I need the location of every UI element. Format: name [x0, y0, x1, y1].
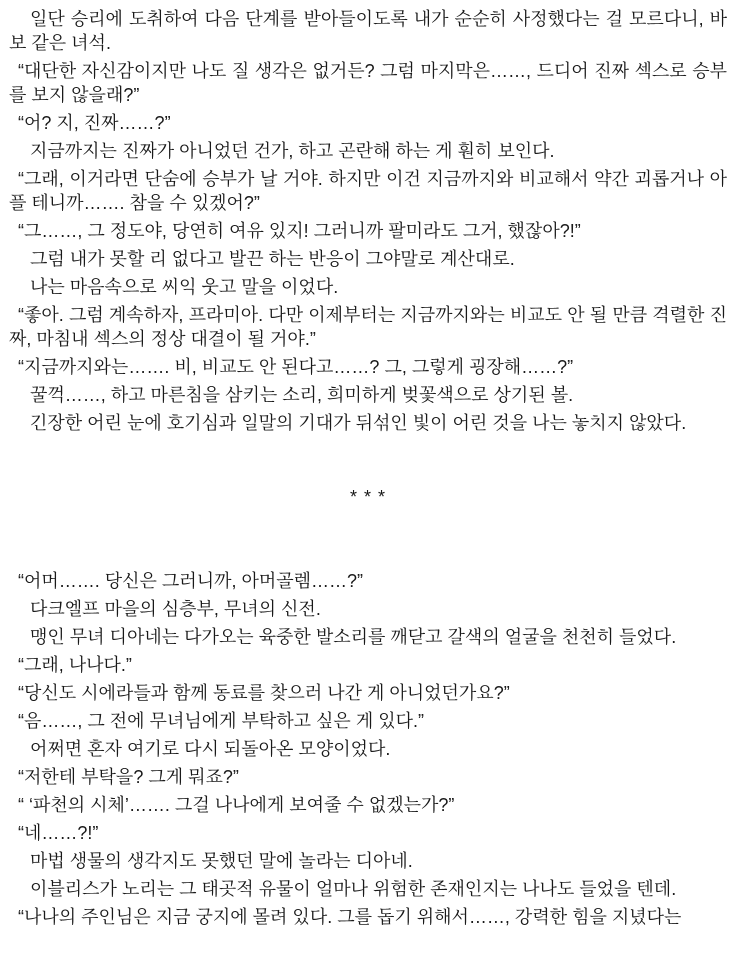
paragraph: “지금까지와는……. 비, 비교도 안 된다고……? 그, 그렇게 굉장해……?”	[18, 357, 574, 377]
paragraph: 지금까지는 진짜가 아니었던 건가, 하고 곤란해 하는 게 훤히 보인다.	[30, 141, 555, 161]
paragraph: “그래, 나나다.”	[18, 655, 132, 675]
paragraph: “그래, 이거라면 단숨에 승부가 날 거야. 하지만 이건 지금까지와 비교해서 약간 괴롭거나 아플 테니까……. 참을 수 있겠어?”	[9, 169, 727, 213]
paragraph: “나나의 주인님은 지금 궁지에 몰려 있다. 그를 돕기 위해서……, 강력한 힘을 지녔다는	[18, 907, 682, 927]
paragraph: 이블리스가 노리는 그 태곳적 유물이 얼마나 위험한 존재인지는 나나도 들었을 텐데.	[30, 879, 677, 899]
paragraph: 다크엘프 마을의 심층부, 무녀의 신전.	[30, 599, 321, 619]
paragraph: “대단한 자신감이지만 나도 질 생각은 없거든? 그럼 마지막은……, 드디어 진짜 섹스로 승부를 보지 않을래?”	[9, 61, 727, 105]
paragraph: “어? 지, 진짜……?”	[18, 113, 171, 133]
paragraph: 마법 생물의 생각지도 못했던 말에 놀라는 디아네.	[30, 851, 413, 871]
paragraph: 어쩌면 혼자 여기로 다시 되돌아온 모양이었다.	[30, 739, 391, 759]
paragraph: 그럼 내가 못할 리 없다고 발끈 하는 반응이 그야말로 계산대로.	[30, 249, 515, 269]
paragraph: “당신도 시에라들과 함께 동료를 찾으러 나간 게 아니었던가요?”	[18, 683, 510, 703]
paragraph: 맹인 무녀 디아네는 다가오는 육중한 발소리를 깨닫고 갈색의 얼굴을 천천히 들었다.	[30, 627, 677, 647]
paragraph: 꿀꺽……, 하고 마른침을 삼키는 소리, 희미하게 벚꽃색으로 상기된 볼.	[30, 385, 574, 405]
paragraph: “어머……. 당신은 그러니까, 아머골렘……?”	[18, 571, 364, 591]
paragraph: “좋아. 그럼 계속하자, 프라미아. 다만 이제부터는 지금까지와는 비교도 안 될 만큼 격렬한 진짜, 마침내 섹스의 정상 대결이 될 거야.”	[9, 305, 727, 349]
paragraph: 나는 마음속으로 씨익 웃고 말을 이었다.	[30, 277, 339, 297]
paragraph: “네……?!”	[18, 823, 99, 843]
paragraph: “그……, 그 정도야, 당연히 여유 있지! 그러니까 팔미라도 그거, 했잖아?!”	[18, 221, 581, 241]
paragraph: 일단 승리에 도취하여 다음 단계를 받아들이도록 내가 순순히 사정했다는 걸 모르다니, 바보 같은 녀석.	[9, 9, 727, 53]
paragraph: “ ‘파천의 시체’……. 그걸 나나에게 보여줄 수 없겠는가?”	[18, 795, 455, 815]
scene-separator: * * *	[349, 487, 387, 507]
paragraph: “저한테 부탁을? 그게 뭐죠?”	[18, 767, 239, 787]
text-body	[9, 7, 727, 929]
paragraph: “음……, 그 전에 무녀님에게 부탁하고 싶은 게 있다.”	[18, 711, 424, 731]
paragraph: 긴장한 어린 눈에 호기심과 일말의 기대가 뒤섞인 빛이 어린 것을 나는 놓치지 않았다.	[30, 413, 687, 433]
